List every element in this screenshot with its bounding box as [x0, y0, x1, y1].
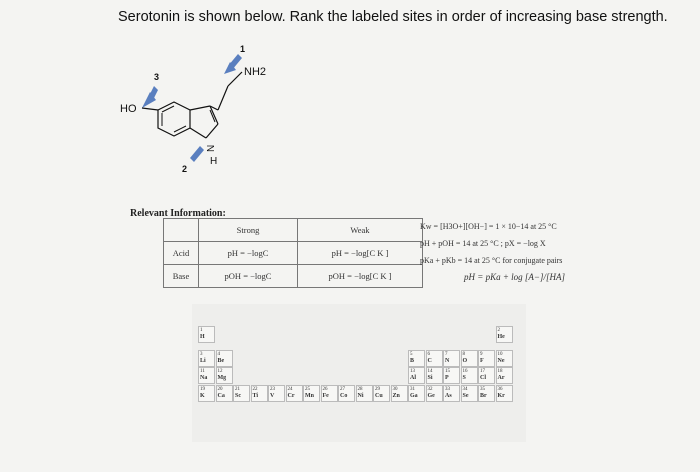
element-symbol: Cr [287, 392, 295, 399]
element-cell [443, 367, 460, 384]
element-number: 22 [252, 386, 258, 392]
element-number: 10 [497, 351, 503, 357]
element-number: 31 [410, 386, 415, 392]
element-symbol: S [462, 375, 466, 381]
element-symbol: O [462, 357, 468, 364]
element-number: 11 [200, 369, 205, 374]
element-cell [461, 367, 478, 384]
element-symbol: F [480, 357, 484, 364]
site-3-label: 3 [154, 72, 160, 82]
element-symbol: As [445, 392, 452, 399]
element-cell [408, 367, 425, 384]
element-symbol: N [445, 357, 450, 364]
element-symbol: Zn [392, 392, 400, 399]
equation-ph-poh: pH + pOH = 14 at 25 °C ; pX = −log X [420, 239, 546, 248]
element-symbol: Kr [497, 392, 505, 399]
element-symbol: Ti [252, 392, 259, 399]
row-acid-label: Acid [164, 242, 199, 265]
element-cell [426, 350, 443, 367]
element-symbol: Br [480, 392, 487, 399]
element-symbol: V [270, 392, 275, 399]
site-2-arrow [190, 146, 204, 162]
element-number: 12 [217, 369, 223, 374]
element-cell [496, 367, 513, 384]
element-cell [496, 350, 513, 367]
element-cell [496, 385, 513, 402]
element-symbol: P [445, 375, 449, 381]
element-symbol: Mg [217, 375, 227, 381]
element-symbol: Cl [480, 375, 486, 381]
element-cell [426, 385, 443, 402]
relevant-info-title: Relevant Information: [130, 208, 226, 219]
nh2-group: NH2 [244, 66, 267, 78]
element-symbol: Se [462, 392, 469, 399]
element-cell [198, 385, 215, 402]
element-number: 36 [497, 386, 503, 392]
element-number: 15 [445, 369, 450, 374]
element-number: 4 [217, 351, 220, 357]
element-symbol: Sc [235, 392, 241, 399]
element-cell [338, 385, 355, 402]
element-cell [391, 385, 408, 402]
element-number: 35 [480, 386, 485, 392]
equation-pka-pkb: pKa + pKb = 14 at 25 °C for conjugate pairs [420, 256, 563, 265]
element-cell [216, 367, 233, 384]
element-cell [233, 385, 250, 402]
element-number: 33 [445, 386, 450, 392]
element-number: 17 [480, 369, 485, 374]
element-number: 27 [340, 386, 345, 392]
element-symbol: Si [427, 375, 433, 381]
element-number: 5 [410, 351, 413, 357]
element-number: 32 [427, 386, 433, 392]
element-cell [408, 350, 425, 367]
element-cell [426, 367, 443, 384]
element-symbol: Be [217, 357, 225, 364]
indole-n: N [206, 144, 217, 152]
element-symbol: Co [340, 392, 348, 399]
indole-h: H [210, 156, 218, 167]
element-cell [443, 350, 460, 367]
element-number: 7 [445, 351, 448, 357]
element-symbol: Ne [497, 357, 505, 364]
element-cell [198, 326, 215, 343]
element-symbol: B [410, 357, 415, 364]
element-number: 28 [357, 386, 363, 392]
equations-block [420, 218, 565, 286]
site-1-label: 1 [240, 44, 246, 54]
site-1-arrow [224, 54, 242, 74]
element-cell [198, 367, 215, 384]
element-cell [198, 350, 215, 367]
periodic-table [192, 304, 526, 442]
row-base-label: Base [164, 265, 199, 288]
element-cell [216, 350, 233, 367]
element-cell [478, 367, 495, 384]
element-symbol: He [497, 334, 505, 340]
element-number: 6 [427, 351, 430, 357]
element-cell [461, 385, 478, 402]
element-cell [443, 385, 460, 402]
element-symbol: C [427, 357, 432, 364]
element-number: 26 [322, 386, 328, 392]
element-cell [251, 385, 268, 402]
element-number: 19 [200, 386, 205, 392]
element-number: 25 [305, 386, 310, 392]
element-number: 14 [427, 369, 433, 374]
acid-weak-formula: pH = −log[C K ] [298, 242, 423, 265]
equation-kw: Kw = [H3O+][OH−] = 1 × 10−14 at 25 °C [420, 222, 557, 231]
element-number: 30 [392, 386, 398, 392]
base-strong-formula: pOH = −logC [199, 265, 298, 288]
element-number: 21 [235, 386, 240, 392]
element-symbol: Cu [375, 392, 383, 399]
element-number: 1 [200, 328, 203, 333]
site-2-label: 2 [182, 164, 188, 174]
element-cell [496, 326, 513, 343]
ho-group: HO [120, 103, 137, 115]
element-cell [286, 385, 303, 402]
element-symbol: Na [200, 375, 208, 381]
element-cell [478, 385, 495, 402]
element-symbol: Ca [217, 392, 225, 399]
element-number: 16 [462, 369, 468, 374]
element-symbol: Ar [497, 375, 505, 381]
element-number: 23 [270, 386, 275, 392]
site-3-arrow [142, 86, 158, 108]
element-symbol: Ni [357, 392, 364, 399]
element-number: 3 [200, 351, 203, 357]
element-number: 2 [497, 328, 500, 333]
element-cell [216, 385, 233, 402]
element-cell [303, 385, 320, 402]
element-cell [268, 385, 285, 402]
question-text: Serotonin is shown below. Rank the labeled sites in order of increasing base strength. [118, 9, 668, 25]
base-weak-formula: pOH = −log[C K ] [298, 265, 423, 288]
element-symbol: H [200, 334, 205, 340]
header-weak: Weak [298, 219, 423, 242]
element-cell [478, 350, 495, 367]
element-number: 8 [462, 351, 465, 357]
element-symbol: Li [200, 357, 206, 364]
element-number: 20 [217, 386, 223, 392]
element-cell [373, 385, 390, 402]
acid-strong-formula: pH = −logC [199, 242, 298, 265]
header-strong: Strong [199, 219, 298, 242]
element-symbol: Fe [322, 392, 329, 399]
element-number: 29 [375, 386, 380, 392]
element-cell [321, 385, 338, 402]
element-number: 24 [287, 386, 293, 392]
element-symbol: Al [410, 375, 416, 381]
element-number: 9 [480, 351, 483, 357]
table-corner [164, 219, 199, 242]
serotonin-structure [110, 40, 290, 190]
element-number: 13 [410, 369, 415, 374]
element-number: 18 [497, 369, 503, 374]
element-symbol: Ga [410, 392, 418, 399]
acid-base-table [163, 218, 423, 288]
element-symbol: Ge [427, 392, 435, 399]
element-cell [461, 350, 478, 367]
element-symbol: Mn [305, 392, 314, 399]
element-number: 34 [462, 386, 468, 392]
element-cell [408, 385, 425, 402]
element-cell [356, 385, 373, 402]
equation-henderson-hasselbalch: pH = pKa + log [A−]/[HA] [464, 272, 565, 282]
element-symbol: K [200, 392, 205, 399]
